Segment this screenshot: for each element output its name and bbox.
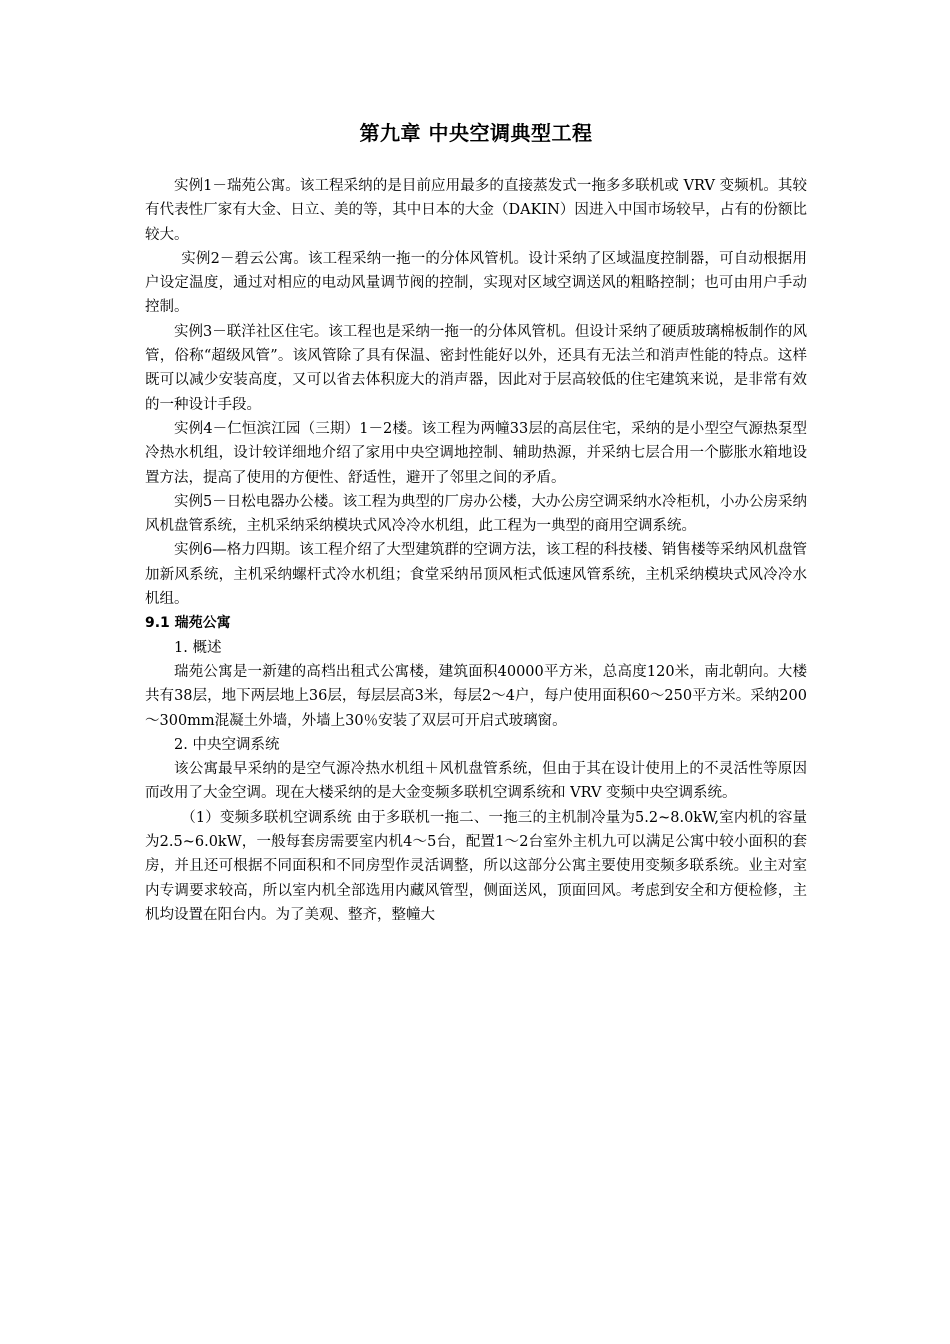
subsection-central-ac: 2. 中央空调系统 <box>174 736 280 753</box>
intro-paragraph-2: 实例2－碧云公寓。该工程采纳一拖一的分体风管机。设计采纳了区域温度控制器，可自动根据用户设定温度，通过对相应的电动风量调节阀的控制，实现对区域空调送风的粗略控制；也可由用户手动控制。 <box>145 250 807 316</box>
vrf-system-paragraph: （1）变频多联机空调系统 由于多联机一拖二、一拖三的主机制冷量为5.2~8.0kW,室内机的容量为2.5~6.0kW，一般每套房需要室内机4～5台，配置1～2台室外主机九可以满足公寓中较小面积的套房，并且还可根据不同面积和不同房型作灵活调整，所以这部分公寓主要使用变频多联系统。业主对室内专调要求较高，所以室内机全部选用内藏风管型，侧面送风，顶面回风。考虑到安全和方便检修，主机均设置在阳台内。为了美观、整齐，整幢大 <box>145 809 807 923</box>
intro-paragraph-1: 实例1－瑞苑公寓。该工程采纳的是目前应用最多的直接蒸发式一拖多多联机或 VRV 变频机。其较有代表性厂家有大金、日立、美的等，其中日本的大金（DAKIN）因进入中国市场较早，占有的份额比较大。 <box>145 178 807 243</box>
intro-paragraph-6: 实例6—格力四期。该工程介绍了大型建筑群的空调方法，该工程的科技楼、销售楼等采纳风机盘管加新风系统，主机采纳螺杆式冷水机组；食堂采纳吊顶风柜式低速风管系统，主机采纳模块式风冷冷水机组。 <box>145 542 807 608</box>
overview-paragraph: 瑞苑公寓是一新建的高档出租式公寓楼，建筑面积40000平方米，总高度120米，南北朝向。大楼共有38层，地下两层地上36层，每层层高3米，每层2～4户，每户使用面积60～250平方米。采纳200～300mm混凝土外墙，外墙上30％安装了双层可开启式玻璃窗。 <box>145 663 807 729</box>
section-heading: 9.1 瑞苑公寓 <box>145 615 231 632</box>
subsection-overview: 1. 概述 <box>174 639 222 656</box>
intro-paragraph-3: 实例3－联洋社区住宅。该工程也是采纳一拖一的分体风管机。但设计采纳了硬质玻璃棉板制作的风管，俗称“超级风管”。该风管除了具有保温、密封性能好以外，还具有无法兰和消声性能的特点。这样既可以减少安装高度，又可以省去体积庞大的消声器，因此对于层高较低的住宅建筑来说，是非常有效的一种设计手段。 <box>145 323 807 413</box>
chapter-title: 第九章 中央空调典型工程 <box>359 121 593 145</box>
intro-paragraph-4: 实例4－仁恒滨江园（三期）1－2楼。该工程为两幢33层的高层住宅，采纳的是小型空气源热泵型冷热水机组，设计较详细地介绍了家用中央空调地控制、辅助热源，并采纳七层合用一个膨胀水箱地设置方法，提高了使用的方便性、舒适性，避开了邻里之间的矛盾。 <box>145 420 807 486</box>
central-ac-paragraph: 该公寓最早采纳的是空气源冷热水机组＋风机盘管系统，但由于其在设计使用上的不灵活性等原因而改用了大金空调。现在大楼采纳的是大金变频多联机空调系统和 VRV 变频中央空调系统。 <box>145 761 807 802</box>
document-page <box>145 118 807 927</box>
intro-paragraph-5: 实例5－日松电器办公楼。该工程为典型的厂房办公楼，大办公房空调采纳水冷柜机，小办公房采纳风机盘管系统，主机采纳采纳模块式风冷冷水机组，此工程为一典型的商用空调系统。 <box>145 493 807 535</box>
